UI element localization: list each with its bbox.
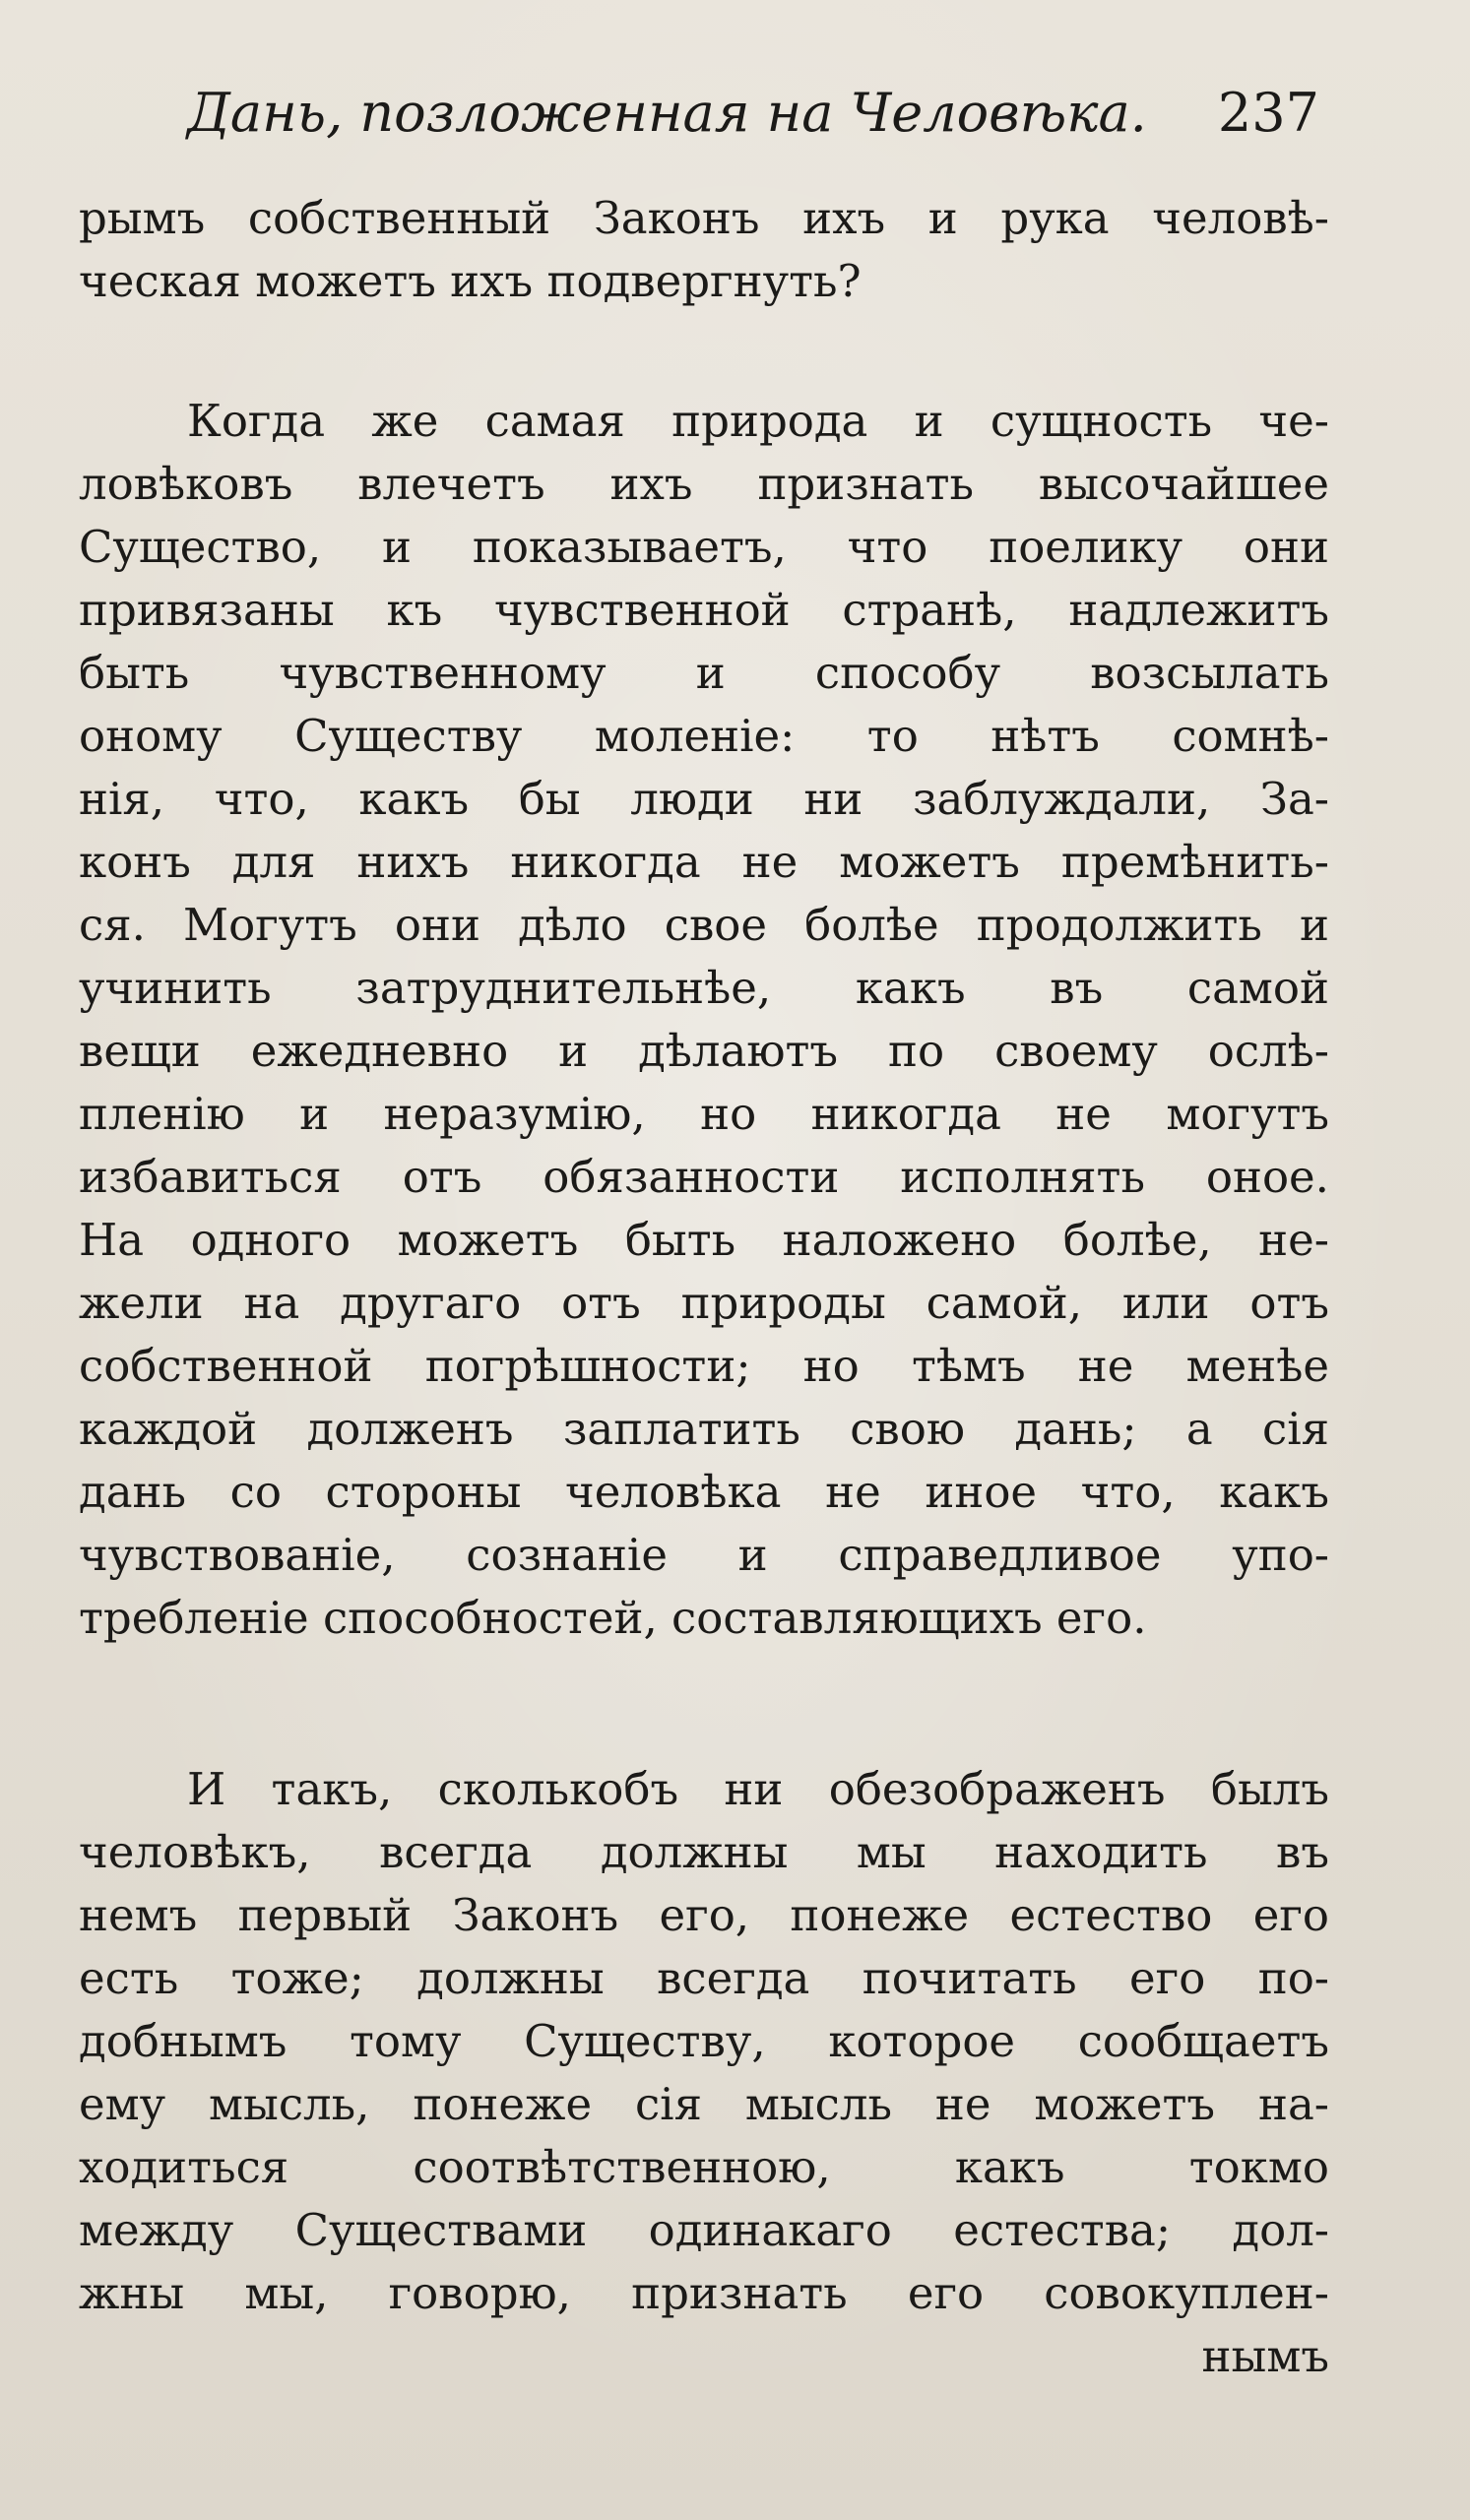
text-line: нія, что, какъ бы люди ни заблуждали, За-	[79, 773, 1329, 825]
text-line: добнымъ тому Существу, которое сообщаетъ	[79, 2015, 1329, 2067]
text-line: Существо, и показываетъ, что поелику они	[79, 521, 1329, 573]
text-line: На одного можетъ быть наложено болѣе, не-	[79, 1214, 1329, 1266]
text-line: оному Существу моленіе: то нѣтъ сомнѣ-	[79, 710, 1329, 762]
text-line: И такъ, сколькобъ ни обезображенъ былъ	[187, 1763, 1329, 1815]
text-line: вещи ежедневно и дѣлаютъ по своему ослѣ-	[79, 1025, 1329, 1077]
running-head	[187, 79, 1319, 148]
text-line: ся. Могутъ они дѣло свое болѣе продолжить и	[79, 899, 1329, 951]
text-line: ходиться соотвѣтственною, какъ токмо	[79, 2141, 1329, 2193]
text-line: рымъ собственный Законъ ихъ и рука человѣ-	[79, 192, 1329, 244]
text-line: каждой долженъ заплатить свою дань; а сія	[79, 1403, 1329, 1455]
paragraph-3	[79, 1758, 1329, 2388]
text-line: Когда же самая природа и сущность че-	[187, 395, 1329, 447]
paragraph-spacer	[79, 1650, 1329, 1758]
text-line: дань со стороны человѣка не иное что, какъ	[79, 1466, 1329, 1518]
text-line: есть тоже; должны всегда почитать его по-	[79, 1952, 1329, 2004]
text-line: конъ для нихъ никогда не можетъ премѣнить-	[79, 836, 1329, 888]
text-line: быть чувственному и способу возсылать	[79, 647, 1329, 699]
text-line: пленію и неразумію, но никогда не могутъ	[79, 1088, 1329, 1140]
text-line: человѣкъ, всегда должны мы находить въ	[79, 1826, 1329, 1878]
running-title: Дань, позложенная на Человѣка.	[187, 82, 1147, 144]
paragraph-spacer	[79, 313, 1329, 390]
text-line: ему мысль, понеже сія мысль не можетъ на-	[79, 2078, 1329, 2130]
paragraph-1	[79, 187, 1329, 313]
text-line: между Существами одинакаго естества; дол-	[79, 2204, 1329, 2256]
catchword: нымъ	[1201, 2330, 1329, 2382]
text-line: учинить затруднительнѣе, какъ въ самой	[79, 962, 1329, 1014]
text-line: привязаны къ чувственной странѣ, надлежитъ	[79, 584, 1329, 636]
text-line: жели на другаго отъ природы самой, или отъ	[79, 1277, 1329, 1329]
text-line: избавиться отъ обязанности исполнять оное.	[79, 1151, 1329, 1203]
text-line: требленіе способностей, составляющихъ его.	[79, 1592, 1147, 1644]
body-text	[79, 187, 1329, 2388]
text-line: чувствованіе, сознаніе и справедливое упо-	[79, 1529, 1329, 1581]
text-line: собственной погрѣшности; но тѣмъ не менѣе	[79, 1340, 1329, 1392]
page-number: 237	[1217, 82, 1319, 144]
paragraph-2	[79, 390, 1329, 1650]
text-line: жны мы, говорю, признать его совокуплен-	[79, 2267, 1329, 2319]
text-line: немъ первый Законъ его, понеже естество его	[79, 1889, 1329, 1941]
text-line: ческая можетъ ихъ подвергнуть?	[79, 255, 862, 307]
text-line: ловѣковъ влечетъ ихъ признать высочайшее	[79, 458, 1329, 510]
